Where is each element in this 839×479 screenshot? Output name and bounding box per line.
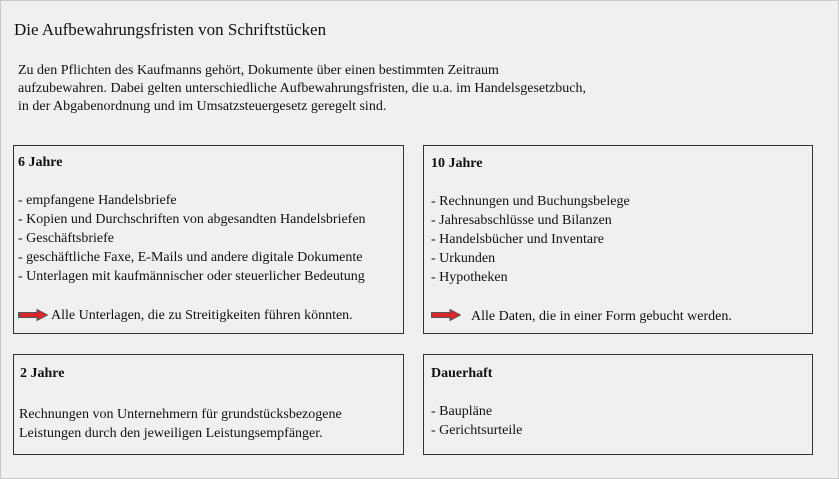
list-item: Leistungen durch den jeweiligen Leistungsempfänger. [19,426,323,441]
box-heading: 6 Jahre [18,155,63,170]
intro-line: in der Abgabenordnung und im Umsatzsteuergesetz geregelt sind. [18,99,387,114]
retention-item-list [18,191,366,286]
list-item: - Hypotheken [431,270,508,285]
intro-line: aufzubewahren. Dabei gelten unterschiedliche Aufbewahrungsfristen, die u.a. im Handelsgesetzbuch, [18,81,586,96]
retention-box-10-years [423,145,813,334]
list-item: - geschäftliche Faxe, E-Mails und andere digitale Dokumente [18,250,363,265]
box-heading: 2 Jahre [20,366,65,381]
list-item: - Geschäftsbriefe [18,231,115,246]
retention-item-list [431,402,522,440]
box-heading: 10 Jahre [431,156,483,171]
list-item: - Gerichtsurteile [431,423,523,438]
list-item: - Baupläne [431,404,493,419]
list-item: - Rechnungen und Buchungsbelege [431,194,630,209]
list-item: - Handelsbücher und Inventare [431,232,604,247]
intro-line: Zu den Pflichten des Kaufmanns gehört, Dokumente über einen bestimmten Zeitraum [18,63,499,78]
list-item: - Kopien und Durchschriften von abgesandten Handelsbriefen [18,212,366,227]
list-item: - Unterlagen mit kaufmännischer oder steuerlicher Bedeutung [18,269,365,284]
retention-box-2-years [13,354,404,455]
retention-item-list [19,405,342,443]
page-title: Die Aufbewahrungsfristen von Schriftstücken [14,20,327,39]
list-item: - Urkunden [431,251,496,266]
retention-box-6-years [13,145,404,334]
intro-paragraph [18,62,718,116]
box-heading: Dauerhaft [431,366,493,381]
box-note: Alle Unterlagen, die zu Streitigkeiten führen könnten. [51,308,353,323]
red-right-arrow-icon [18,309,48,321]
list-item: Rechnungen von Unternehmern für grundstücksbezogene [19,407,342,422]
retention-item-list [431,192,630,287]
red-right-arrow-icon [431,309,461,321]
list-item: - Jahresabschlüsse und Bilanzen [431,213,612,228]
list-item: - empfangene Handelsbriefe [18,193,177,208]
retention-box-permanent [423,354,813,455]
box-note: Alle Daten, die in einer Form gebucht werden. [471,309,732,324]
